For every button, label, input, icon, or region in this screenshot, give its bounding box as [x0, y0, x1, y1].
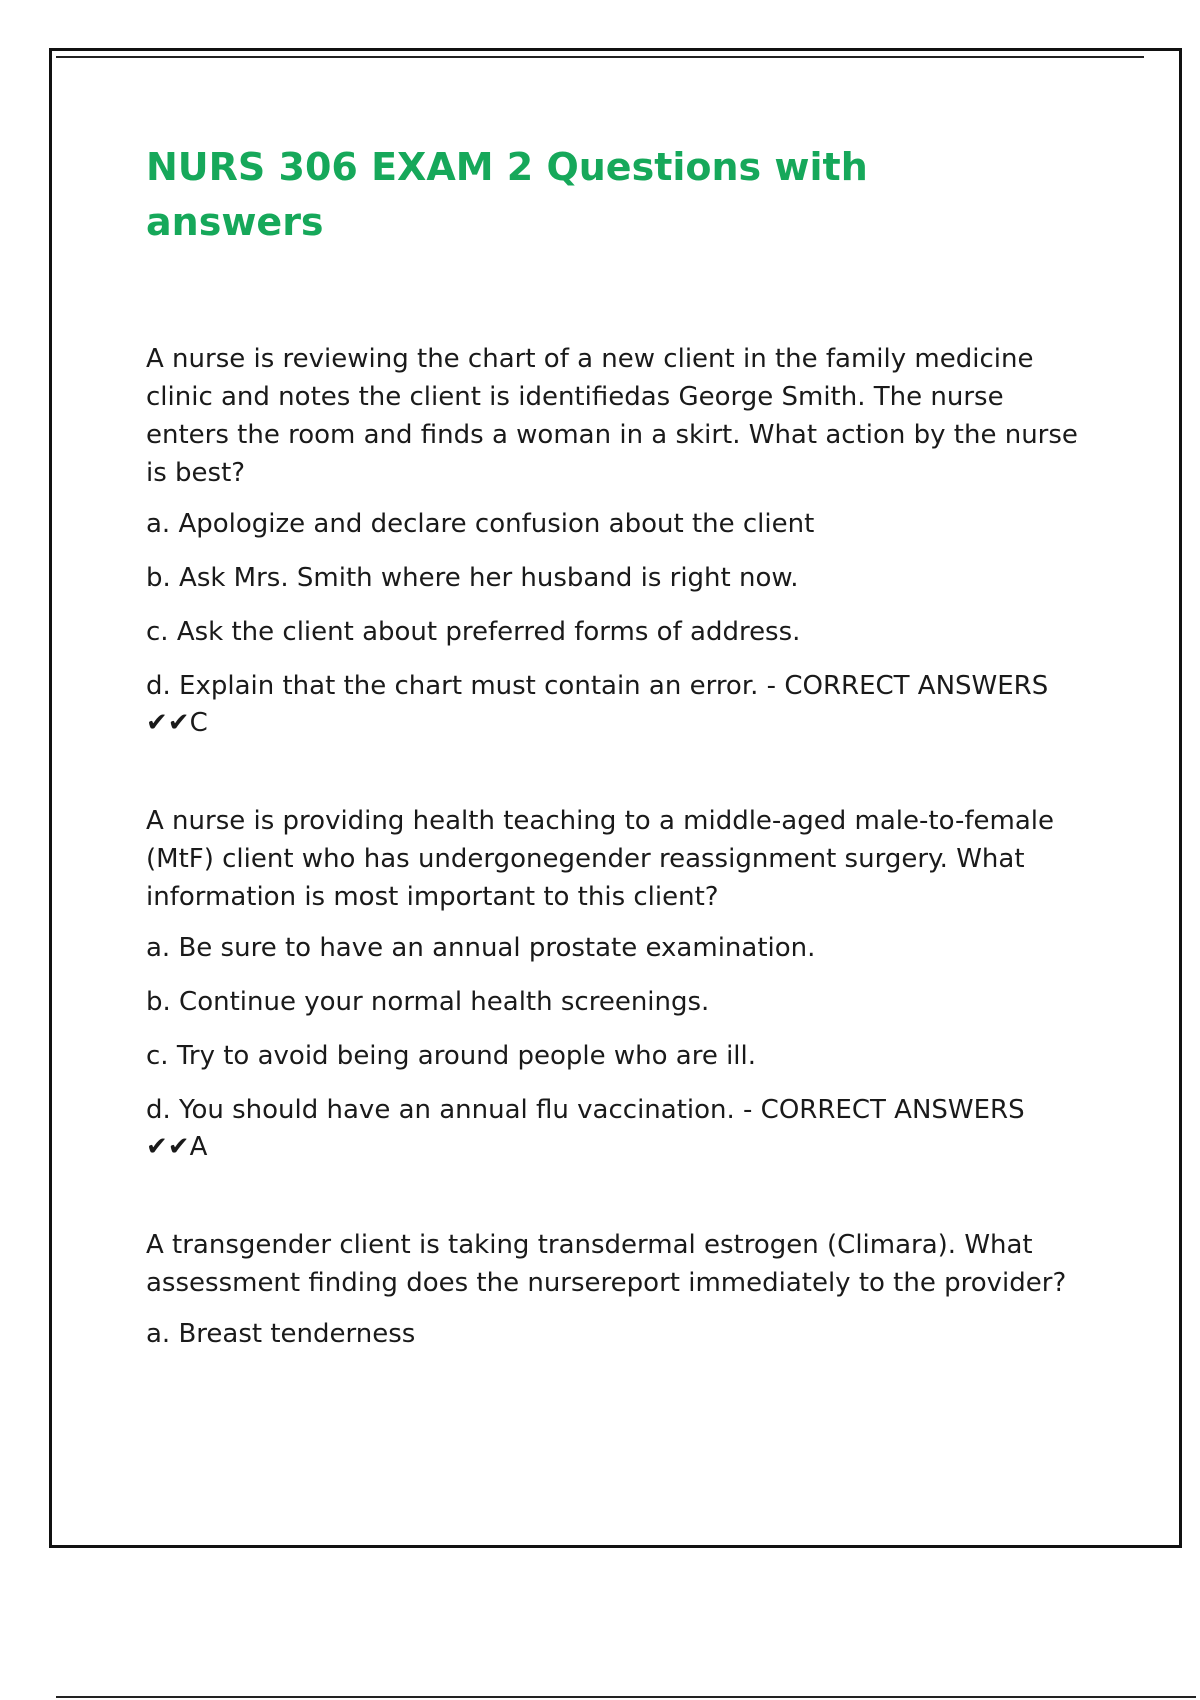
top-rule-divider [56, 56, 1144, 58]
document-content [146, 140, 1086, 1413]
answer-option: c. Try to avoid being around people who are ill. [146, 1041, 757, 1071]
question-text: A nurse is providing health teaching to a middle-aged male-to-female (MtF) client who has undergonegender reassignment surgery. What information is most important to this client? [146, 806, 1054, 912]
answer-option: b. Continue your normal health screenings. [146, 987, 710, 1017]
question-block-3 [146, 1226, 1086, 1353]
answer-option: a. Apologize and declare confusion about the client [146, 509, 815, 539]
question-text: A nurse is reviewing the chart of a new client in the family medicine clinic and notes the client is identifiedas George Smith. The nurse enters the room and finds a woman in a skirt. What action by the nurse is best? [146, 344, 1078, 488]
question-block-2 [146, 802, 1086, 1166]
answer-option-with-correct-answer: d. You should have an annual flu vaccination. - CORRECT ANSWERS ✔✔A [146, 1095, 1025, 1162]
answer-option: c. Ask the client about preferred forms of address. [146, 617, 801, 647]
answer-option: b. Ask Mrs. Smith where her husband is right now. [146, 563, 799, 593]
question-text: A transgender client is taking transdermal estrogen (Climara). What assessment finding does the nursereport immediately to the provider? [146, 1230, 1067, 1298]
document-title: NURS 306 EXAM 2 Questions with answers [146, 145, 868, 244]
question-block-1 [146, 340, 1086, 742]
answer-option: a. Be sure to have an annual prostate examination. [146, 933, 816, 963]
answer-option: a. Breast tenderness [146, 1319, 416, 1349]
answer-option-with-correct-answer: d. Explain that the chart must contain an error. - CORRECT ANSWERS ✔✔C [146, 671, 1049, 738]
bottom-rule-divider [56, 1696, 1196, 1698]
